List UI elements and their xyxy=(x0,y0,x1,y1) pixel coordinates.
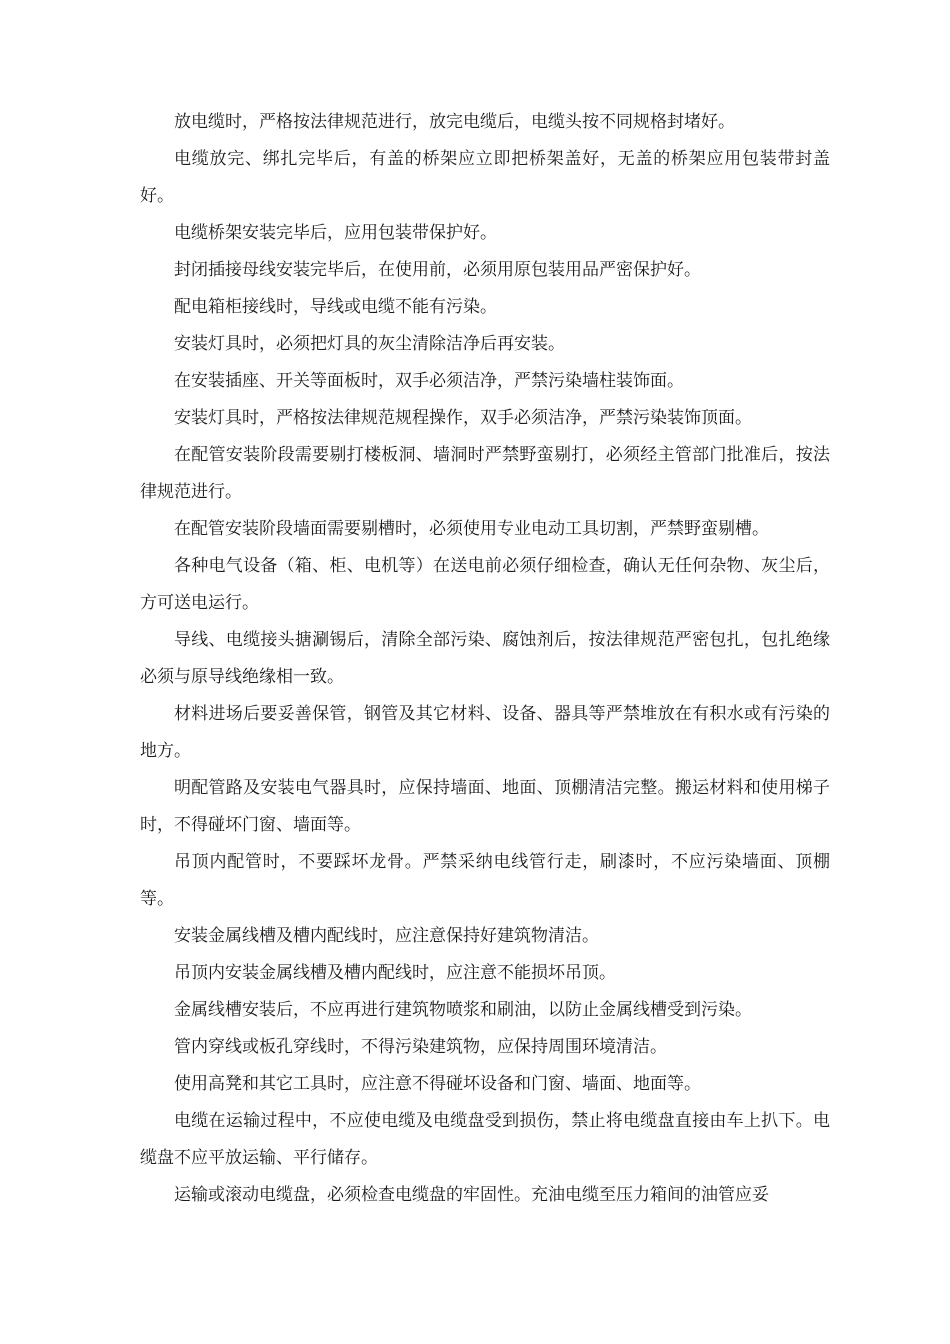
paragraph: 材料进场后要妥善保管，钢管及其它材料、设备、器具等严禁堆放在有积水或有污染的地方。 xyxy=(140,704,830,761)
document-body xyxy=(140,104,830,1214)
paragraph: 安装灯具时，必须把灯具的灰尘清除洁净后再安装。 xyxy=(174,334,565,354)
paragraph: 吊顶内配管时，不要踩坏龙骨。严禁采纳电线管行走，刷漆时，不应污染墙面、顶棚等。 xyxy=(140,852,830,909)
paragraph: 在配管安装阶段墙面需要剔槽时，必须使用专业电动工具切割，严禁野蛮剔槽。 xyxy=(174,519,769,539)
paragraph: 管内穿线或板孔穿线时，不得污染建筑物，应保持周围环境清洁。 xyxy=(174,1037,667,1057)
paragraph: 安装金属线槽及槽内配线时，应注意保持好建筑物清洁。 xyxy=(174,926,599,946)
paragraph: 在安装插座、开关等面板时，双手必须洁净，严禁污染墙柱装饰面。 xyxy=(174,371,684,391)
paragraph: 电缆在运输过程中，不应使电缆及电缆盘受到损伤，禁止将电缆盘直接由车上扒下。电缆盘不应平放运输、平行储存。 xyxy=(140,1111,830,1168)
paragraph: 放电缆时，严格按法律规范进行，放完电缆后，电缆头按不同规格封堵好。 xyxy=(174,112,735,132)
paragraph: 电缆桥架安装完毕后，应用包装带保护好。 xyxy=(174,223,497,243)
paragraph: 各种电气设备（箱、柜、电机等）在送电前必须仔细检查，确认无任何杂物、灰尘后，方可送电运行。 xyxy=(140,556,830,613)
paragraph: 运输或滚动电缆盘，必须检查电缆盘的牢固性。充油电缆至压力箱间的油管应妥 xyxy=(174,1185,769,1205)
paragraph: 吊顶内安装金属线槽及槽内配线时，应注意不能损坏吊顶。 xyxy=(174,963,616,983)
paragraph: 使用高凳和其它工具时，应注意不得碰坏设备和门窗、墙面、地面等。 xyxy=(174,1074,701,1094)
paragraph: 配电箱柜接线时，导线或电缆不能有污染。 xyxy=(174,297,497,317)
paragraph: 安装灯具时，严格按法律规范规程操作，双手必须洁净，严禁污染装饰顶面。 xyxy=(174,408,752,428)
paragraph: 封闭插接母线安装完毕后，在使用前，必须用原包装用品严密保护好。 xyxy=(174,260,701,280)
paragraph: 导线、电缆接头搪涮锡后，清除全部污染、腐蚀剂后，按法律规范严密包扎，包扎绝缘必须与原导线绝缘相一致。 xyxy=(140,630,830,687)
paragraph: 明配管路及安装电气器具时，应保持墙面、地面、顶棚清洁完整。搬运材料和使用梯子时，不得碰坏门窗、墙面等。 xyxy=(140,778,830,835)
paragraph: 在配管安装阶段需要剔打楼板洞、墙洞时严禁野蛮剔打，必须经主管部门批准后，按法律规范进行。 xyxy=(140,445,830,502)
paragraph: 电缆放完、绑扎完毕后，有盖的桥架应立即把桥架盖好，无盖的桥架应用包装带封盖好。 xyxy=(140,149,830,206)
paragraph: 金属线槽安装后，不应再进行建筑物喷浆和刷油，以防止金属线槽受到污染。 xyxy=(174,1000,752,1020)
